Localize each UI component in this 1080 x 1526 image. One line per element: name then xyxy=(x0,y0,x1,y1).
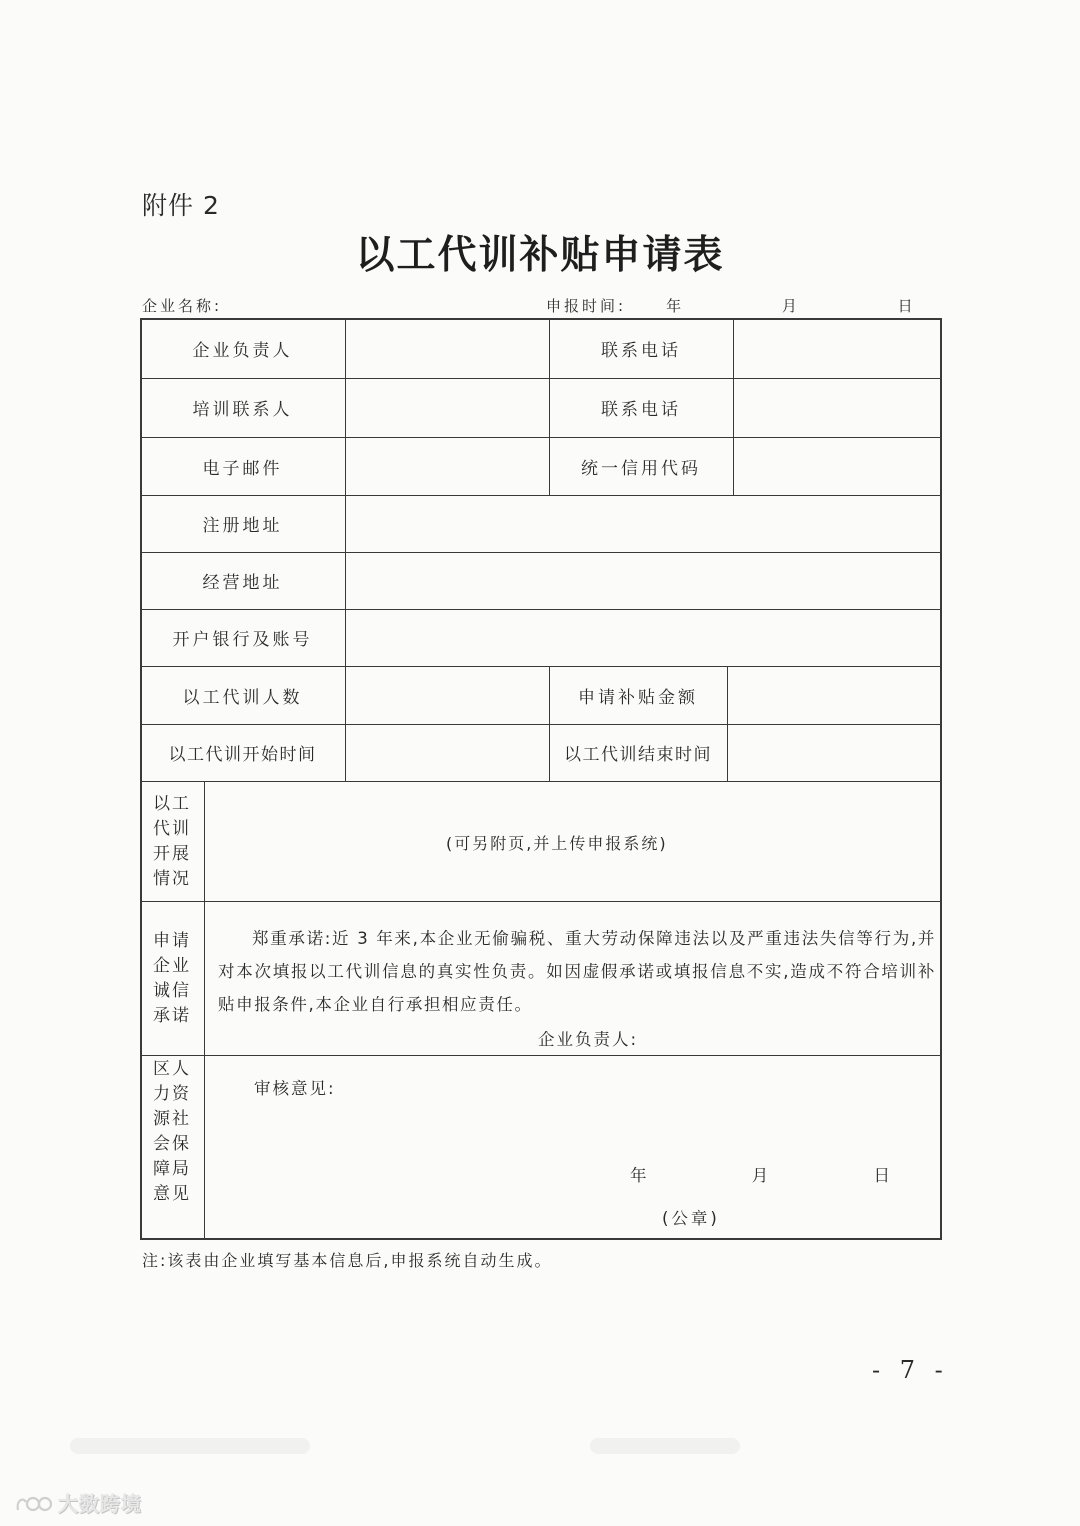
form-title: 以工代训补贴申请表 xyxy=(355,232,725,278)
report-time-label: 申报时间: xyxy=(546,297,627,315)
label-bank-account: 开户银行及账号 xyxy=(172,630,313,650)
field-bank-account[interactable] xyxy=(345,609,942,666)
field-start-time[interactable] xyxy=(345,724,549,781)
field-end-time[interactable] xyxy=(727,724,942,781)
page-number: - 7 - xyxy=(872,1356,949,1384)
field-phone-1[interactable] xyxy=(733,318,942,378)
scan-smudge xyxy=(70,1438,310,1454)
label-start-time: 以工代训开始时间 xyxy=(168,745,317,765)
signer-label: 企业负责人: xyxy=(538,1030,639,1049)
label-phone-1: 联系电话 xyxy=(601,340,681,361)
promise-text: 郑重承诺:近 3 年来,本企业无偷骗税、重大劳动保障违法以及严重违法失信等行为,并对本次填报以工代训信息的真实性负责。如因虚假承诺或填报信息不实,造成不符合培训补贴申报条件,本企业自行承担相应责任。 xyxy=(218,929,936,1014)
label-business-address: 经营地址 xyxy=(202,573,283,593)
company-name-label: 企业名称: xyxy=(142,297,223,315)
logo-icon xyxy=(14,1492,52,1514)
situation-note: (可另附页,并上传申报系统) xyxy=(446,834,668,853)
label-integrity-promise: 申请企业诚信承诺 xyxy=(153,931,191,1026)
attachment-label: 附件 2 xyxy=(142,191,220,220)
field-training-contact[interactable] xyxy=(345,378,549,437)
label-credit-code: 统一信用代码 xyxy=(581,458,701,479)
field-registered-address[interactable] xyxy=(345,495,942,552)
report-time xyxy=(546,295,961,316)
field-trainee-count[interactable] xyxy=(345,666,549,724)
label-bureau-opinion: 区人力资源社会保障局意见 xyxy=(153,1059,191,1204)
scan-smudge xyxy=(590,1438,740,1454)
row-divider xyxy=(140,1055,942,1056)
row-divider xyxy=(140,901,942,902)
field-subsidy-amount[interactable] xyxy=(727,666,942,724)
field-credit-code[interactable] xyxy=(733,437,942,495)
label-company-head: 企业负责人 xyxy=(192,340,293,361)
field-phone-2[interactable] xyxy=(733,378,942,437)
watermark-text: 大数跨境 xyxy=(58,1492,142,1516)
report-date-placeholder: 年 月 日 xyxy=(666,297,961,315)
label-subsidy-amount: 申请补贴金额 xyxy=(578,687,698,708)
label-email: 电子邮件 xyxy=(202,458,283,479)
label-registered-address: 注册地址 xyxy=(202,516,283,536)
label-end-time: 以工代训结束时间 xyxy=(564,745,712,765)
review-opinion-label: 审核意见: xyxy=(254,1079,336,1098)
watermark xyxy=(14,1488,142,1517)
field-company-head[interactable] xyxy=(345,318,549,378)
footer-note: 注:该表由企业填写基本信息后,申报系统自动生成。 xyxy=(142,1251,553,1270)
column-divider xyxy=(204,781,205,1240)
field-email[interactable] xyxy=(345,437,549,495)
label-training-situation: 以工代训开展情况 xyxy=(153,794,191,889)
field-business-address[interactable] xyxy=(345,552,942,609)
label-phone-2: 联系电话 xyxy=(601,400,681,420)
label-trainee-count: 以工代训人数 xyxy=(182,687,303,708)
review-date: 年 月 日 xyxy=(630,1166,940,1185)
row-divider xyxy=(140,781,942,782)
label-training-contact: 培训联系人 xyxy=(192,400,293,420)
official-seal-label: (公章) xyxy=(662,1209,720,1228)
